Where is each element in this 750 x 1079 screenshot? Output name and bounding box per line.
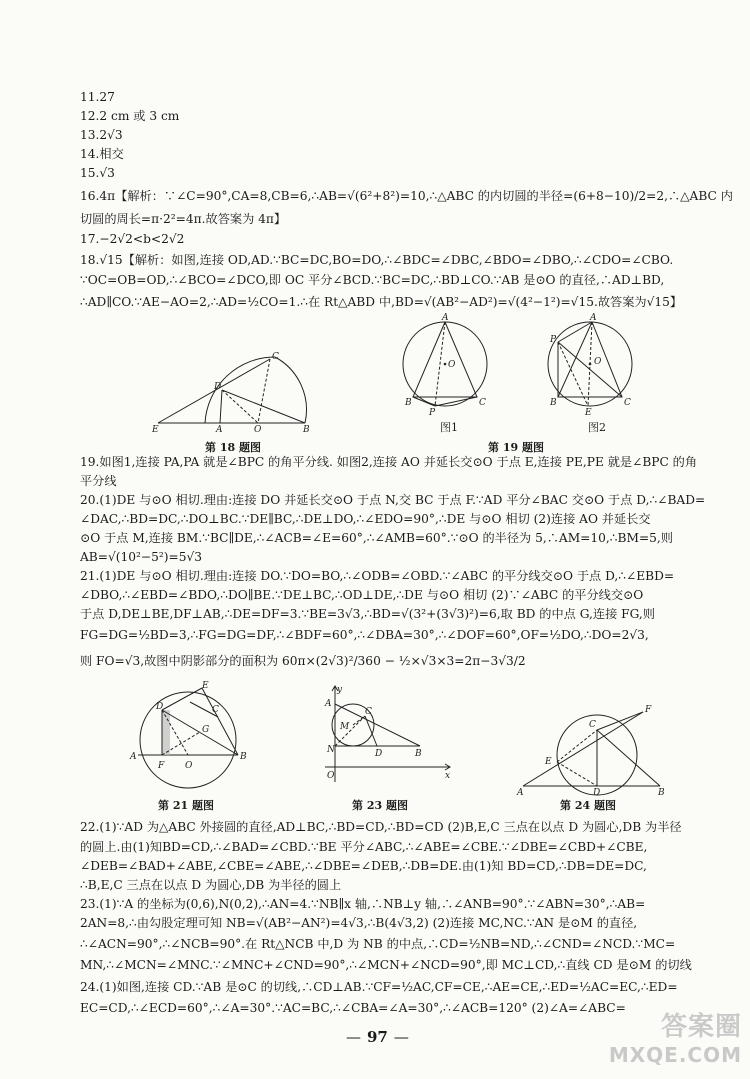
figure-21 (130, 682, 245, 781)
figure-19-1 (395, 312, 495, 421)
svg-text:E: E (152, 425, 159, 435)
answer-line: ∴B,E,C 三点在以点 D 为圆心,DB 为半径的圆上 (80, 878, 342, 892)
page-number-value: 97 (367, 1028, 388, 1046)
svg-text:x: x (445, 771, 451, 781)
svg-text:C: C (624, 398, 631, 408)
svg-text:B: B (658, 788, 665, 798)
svg-text:O: O (254, 425, 262, 435)
figure-24 (515, 700, 670, 799)
answer-line: EC=CD,∴∠ECD=60°,∴∠A=30°.∵AC=BC,∴∠CBA=∠A=30°,∴∠ACB=120° (2)∠A=∠ABC= (80, 1001, 626, 1015)
svg-text:O: O (327, 771, 335, 781)
answer-line: 18.√15【解析：如图,连接 OD,AD.∵BC=DC,BO=DO,∴∠BDC=∠DBC,∠BDO=∠DBO,∴∠CDO=∠CBO. (80, 253, 674, 267)
answer-line: 于点 D,DE⊥BE,DF⊥AB,∴DE=DF=3.∵BE=3√3,∴BD=√(3²+(3√3)²)=6,取 BD 的中点 G,连接 FG,则 (80, 607, 655, 621)
figure-18-caption: 第 18 题图 (205, 441, 261, 454)
answer-line: 24.(1)如图,连接 CD.∵AB 是⊙C 的切线,∴CD⊥AB.∵CF=½AC,CF=CE,∴AE=CE,∴ED=½AC=EC,∴ED= (80, 980, 678, 994)
answer-line: MN,∴∠MCN=∠MNC.∵∠MNC+∠CND=90°,∴∠MCN+∠NCD=90°,即 MC⊥CD,∴直线 CD 是⊙M 的切线 (80, 958, 692, 972)
figure-19-1-caption: 图1 (440, 421, 458, 434)
answer-line: FG=DG=½BD=3,∴FG=DG=DF,∴∠BDF=60°,∴∠DBA=30°,∴∠DOF=60°,OF=½DO,∴DO=2√3, (80, 628, 649, 642)
figure-24-caption: 第 24 题图 (560, 799, 616, 812)
svg-text:E: E (202, 681, 209, 691)
svg-text:A: A (517, 788, 524, 798)
svg-text:y: y (337, 685, 343, 695)
svg-text:A: A (325, 699, 332, 709)
answer-line: 13.2√3 (80, 128, 123, 142)
svg-text:O: O (185, 761, 193, 771)
answer-line: 12.2 cm 或 3 cm (80, 109, 180, 123)
svg-text:P: P (550, 335, 557, 345)
svg-text:C: C (479, 398, 486, 408)
svg-text:F: F (158, 761, 165, 771)
svg-text:O: O (448, 360, 456, 370)
svg-text:G: G (202, 725, 210, 735)
answer-line: 平分线 (80, 474, 117, 488)
figure-18 (150, 352, 330, 439)
figure-23 (305, 682, 455, 796)
svg-text:C: C (212, 705, 219, 715)
answer-line: 11.27 (80, 90, 115, 104)
answer-line: ∴AD∥CO.∵AE−AO=2,∴AD=½CO=1.∴在 Rt△ABD 中,BD=√(AB²−AD²)=√(4²−1²)=√15.故答案为√15】 (80, 295, 683, 309)
svg-text:B: B (550, 398, 557, 408)
answer-line: 21.(1)DE 与⊙O 相切.理由:连接 DO.∵DO=BO,∴∠ODB=∠OBD.∵∠ABC 的平分线交⊙O 于点 D,∴∠EBD= (80, 569, 675, 583)
svg-text:M: M (340, 722, 350, 732)
answer-line: 15.√3 (80, 166, 115, 180)
answer-line: ⊙O 于点 M,连接 BM.∵BC∥DE,∴∠ACB=∠E=60°,∴∠AMB=60°.∵⊙O 的半径为 5,∴AM=10,∴BM=5,则 (80, 531, 673, 545)
answer-line: ∠DAC,∴BD=DC,∴DO⊥BC.∵DE∥BC,∴DE⊥DO,∴∠EDO=90°,∴DE 与⊙O 相切 (2)连接 AO 并延长交 (80, 512, 651, 526)
svg-text:E: E (545, 757, 552, 767)
answer-line: 2AN=8,∴由勾股定理可知 NB=√(AB²−AN²)=4√3,∴B(4√3,2) (2)连接 MC,NC.∵AN 是⊙M 的直径, (80, 916, 638, 930)
figure-19-caption: 第 19 题图 (488, 441, 544, 454)
svg-text:D: D (156, 702, 164, 712)
answer-line: ∵OC=OB=OD,∴∠BCO=∠DCO,即 OC 平分∠BCD.∵BC=DC,∴BD⊥CO.∵AB 是⊙O 的直径,∴AD⊥BD, (80, 273, 665, 287)
figure-19-2-caption: 图2 (588, 421, 606, 434)
svg-text:D: D (375, 749, 383, 759)
svg-text:F: F (645, 705, 652, 715)
watermark (609, 1013, 742, 1069)
answer-line: 则 FO=√3,故图中阴影部分的面积为 60π×(2√3)²/360 − ½×√3×3=2π−3√3/2 (80, 654, 526, 668)
svg-text:C: C (365, 707, 372, 717)
svg-text:C: C (589, 720, 596, 730)
watermark-line1: 答案圈 (660, 1012, 742, 1042)
svg-text:P: P (429, 408, 436, 418)
figure-21-caption: 第 21 题图 (158, 799, 214, 812)
svg-text:A: A (442, 313, 449, 323)
answer-line: 20.(1)DE 与⊙O 相切.理由:连接 DO 并延长交⊙O 于点 N,交 BC 于点 F.∵AD 平分∠BAC 交⊙O 于点 D,∴∠BAD= (80, 493, 706, 507)
figure-23-caption: 第 23 题图 (352, 799, 408, 812)
answer-line: 14.相交 (80, 147, 124, 161)
svg-text:A: A (590, 313, 597, 323)
answer-line: 19.如图1,连接 PA,PA 就是∠BPC 的角平分线. 如图2,连接 AO 并延长交⊙O 于点 E,连接 PE,PE 就是∠BPC 的角 (80, 455, 698, 469)
svg-text:N: N (327, 745, 335, 755)
svg-text:D: D (593, 788, 601, 798)
answer-line: 切圆的周长=π·2²=4π.故答案为 4π】 (80, 212, 287, 226)
page-number (340, 1028, 415, 1046)
svg-text:B: B (303, 425, 310, 435)
answer-line: 23.(1)∵A 的坐标为(0,6),N(0,2),∴AN=4.∵NB∥x 轴,∴NB⊥y 轴,∴∠ANB=90°.∵∠ABN=30°,∴AB= (80, 897, 646, 911)
answer-line: ∠DEB=∠BAD+∠ABE,∠CBE=∠ABE,∴∠DBE=∠DEB,∴DB=DE.由(1)知 BD=CD,∴DB=DE=DC, (80, 859, 647, 873)
svg-text:B: B (415, 749, 422, 759)
figure-19-2 (540, 312, 640, 421)
svg-text:D: D (214, 382, 222, 392)
answer-line: 17.−2√2<b<2√2 (80, 232, 185, 246)
page-dash-left: — (346, 1028, 361, 1046)
svg-text:C: C (272, 352, 279, 362)
svg-text:E: E (585, 408, 592, 418)
page-dash-right: — (393, 1028, 409, 1046)
watermark-line2: MXQE.COM (608, 1043, 742, 1067)
svg-text:O: O (594, 357, 602, 367)
answer-line: 16.4π【解析：∵∠C=90°,CA=8,CB=6,∴AB=√(6²+8²)=10,∴△ABC 的内切圆的半径=(6+8−10)/2=2,∴△ABC 内 (80, 189, 733, 203)
svg-text:A: A (130, 752, 137, 762)
answer-line: AB=√(10²−5²)=5√3 (80, 550, 202, 564)
answer-line: ∠DBO,∴∠EBD=∠BDO,∴DO∥BE.∵DE⊥BC,∴OD⊥DE,∴DE 与⊙O 相切 (2)∵∠ABC 的平分线交⊙O (80, 588, 644, 602)
svg-text:B: B (405, 398, 412, 408)
answer-line: 的圆上.由(1)知BD=CD,∴∠BAD=∠CBD.∵BE 平分∠ABC,∴∠ABE=∠CBE.∵∠DBE=∠CBD+∠CBE, (80, 840, 648, 854)
svg-text:A: A (216, 425, 223, 435)
answer-line: 22.(1)∵AD 为△ABC 外接圆的直径,AD⊥BC,∴BD=CD,∴BD=CD (2)B,E,C 三点在以点 D 为圆心,DB 为半径 (80, 820, 682, 834)
answer-line: ∴∠ACN=90°,∴∠NCB=90°.在 Rt△NCB 中,D 为 NB 的中点,∴CD=½NB=ND,∴∠CND=∠NCD.∵MC= (80, 937, 676, 951)
svg-text:B: B (240, 752, 247, 762)
